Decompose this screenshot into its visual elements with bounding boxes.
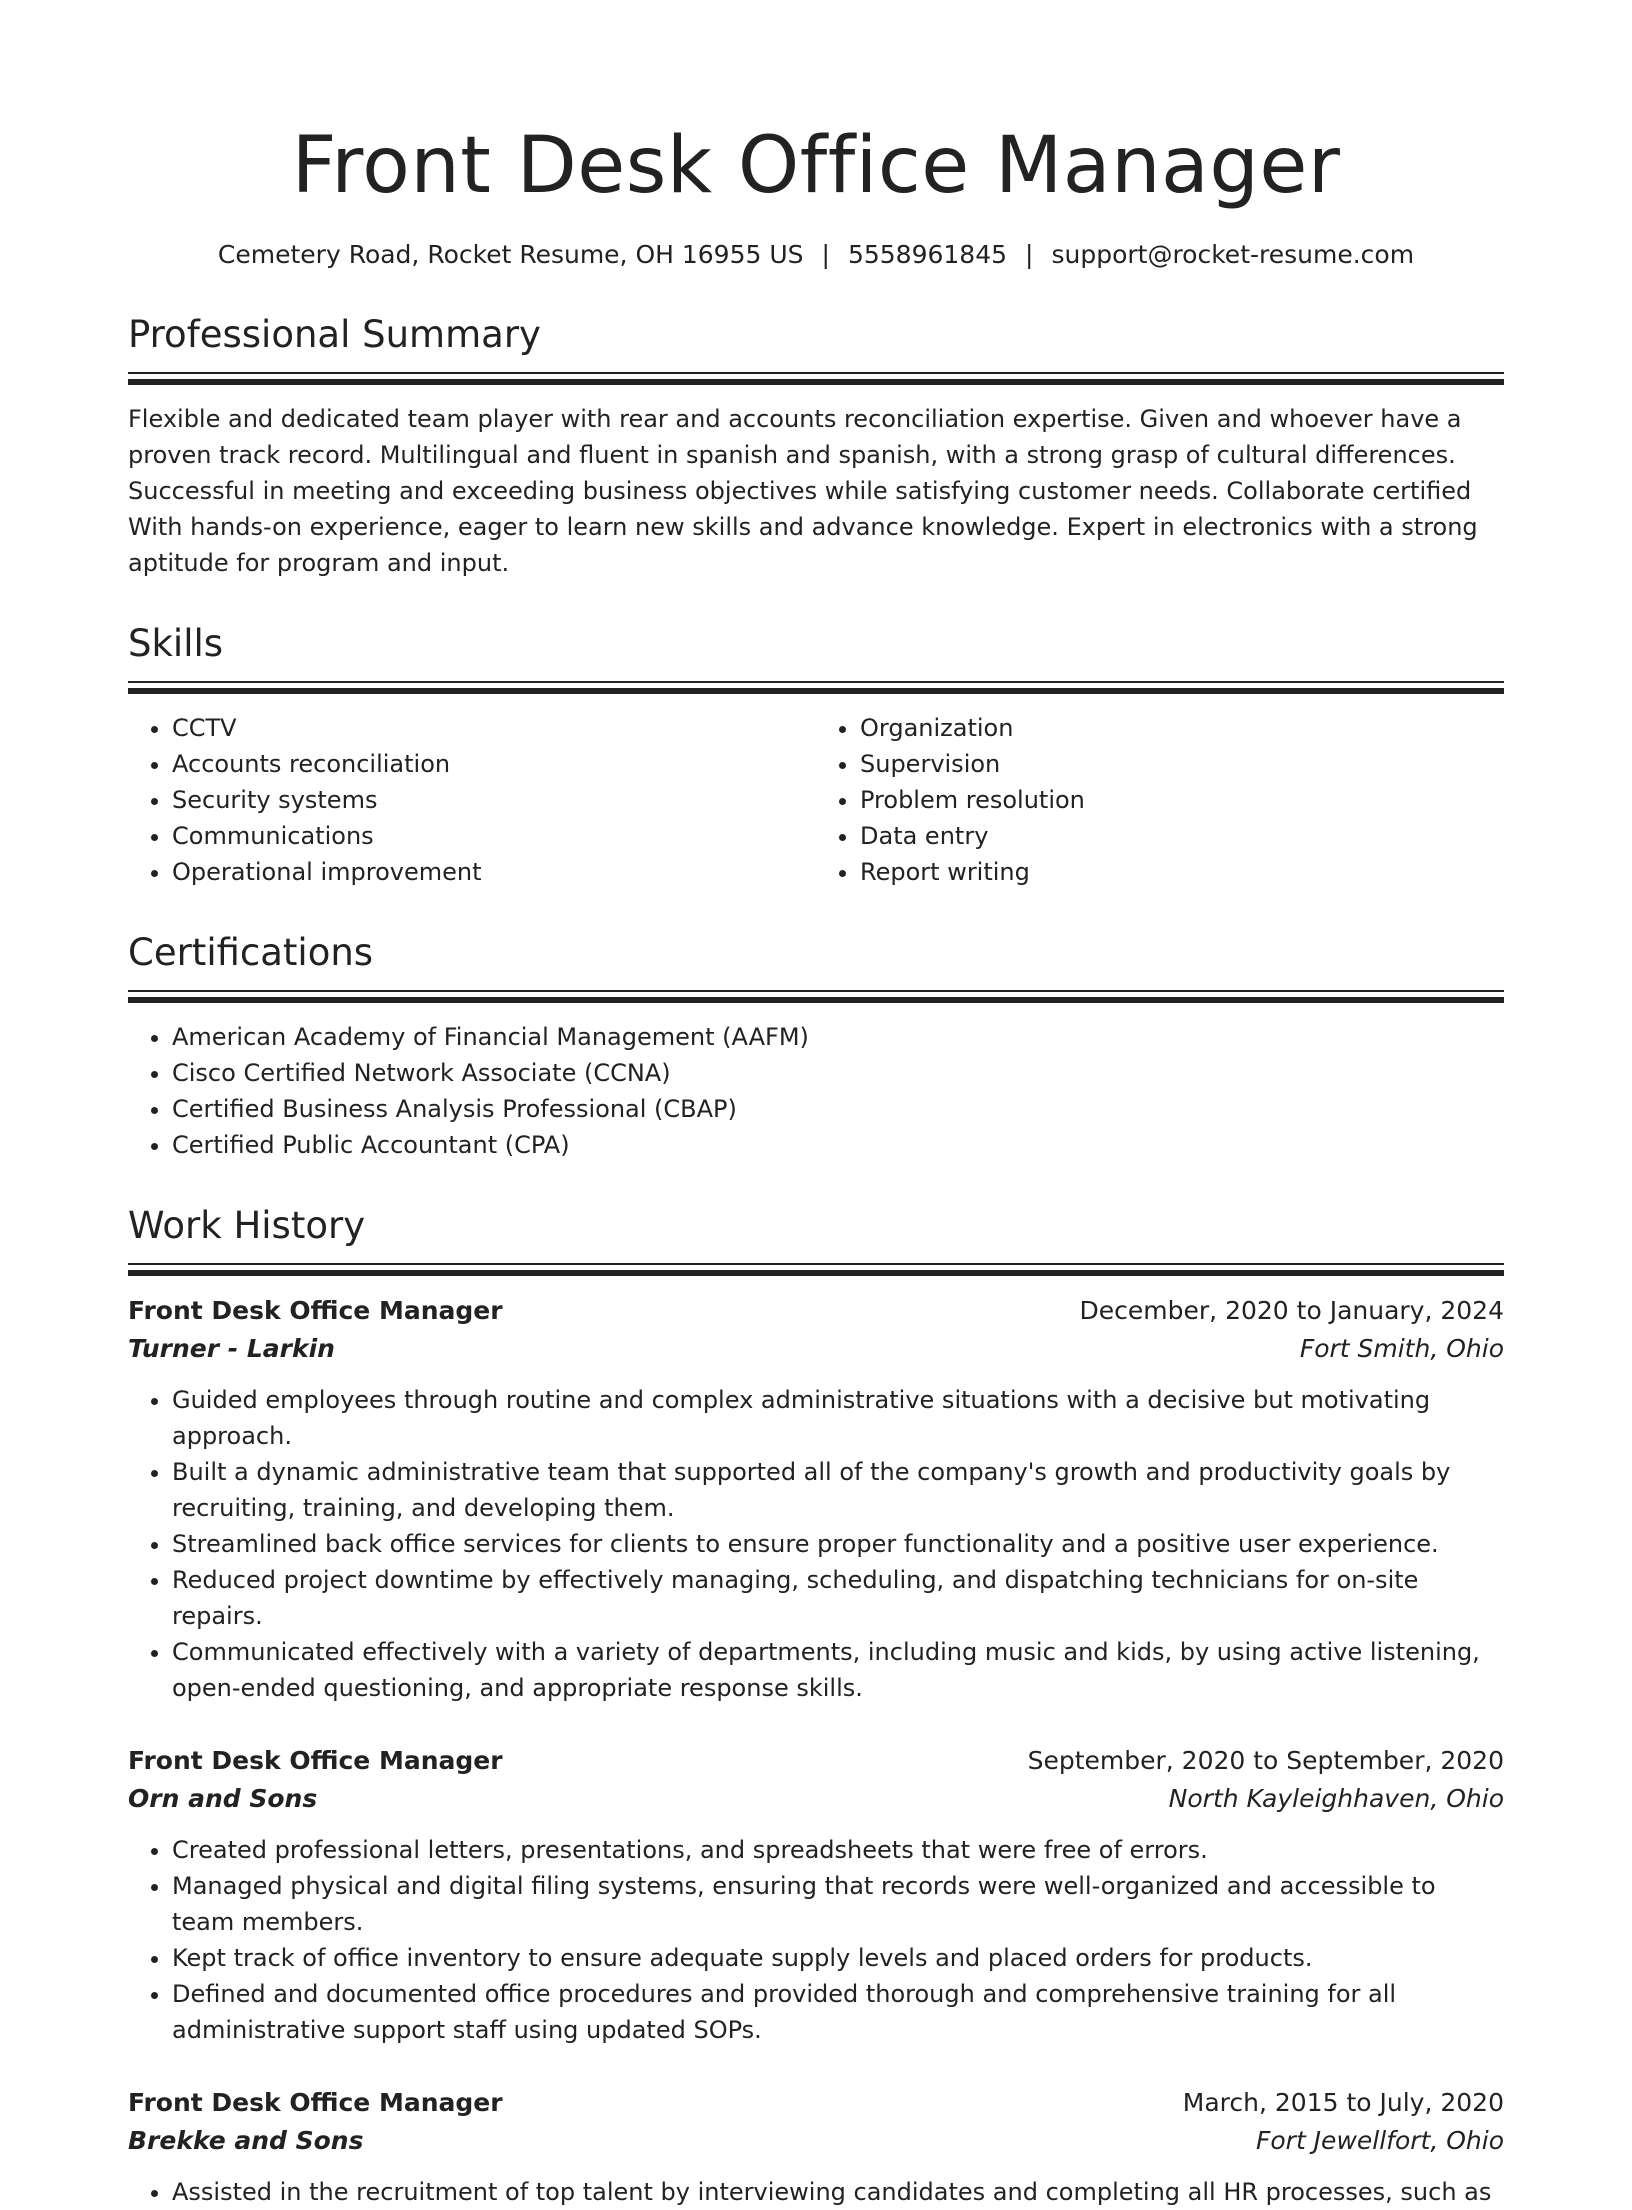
section-title-summary: Professional Summary [128,313,541,356]
section-divider [128,681,1504,694]
summary-section [128,312,1504,581]
skill-item: • Report writing [860,854,1504,890]
job-bullet: • Streamlined back office services for clients to ensure proper functionality and a positive user experience. [172,1526,1504,1562]
job-entry [128,1742,1504,2048]
job-title: Front Desk Office Manager [128,2088,503,2117]
job-dates: September, 2020 to September, 2020 [1027,1746,1504,1775]
section-divider [128,1263,1504,1276]
job-bullet: • Reduced project downtime by effectively managing, scheduling, and dispatching technicians for on-site repairs. [172,1562,1504,1634]
section-title-certifications: Certifications [128,931,374,974]
skills-columns [128,694,1504,890]
skill-item: • Data entry [860,818,1504,854]
section-title-work-history: Work History [128,1204,366,1247]
skills-list-left [128,710,816,890]
skill-item: • Accounts reconciliation [172,746,816,782]
job-bullet: • Created professional letters, presentations, and spreadsheets that were free of errors. [172,1832,1504,1868]
skill-item: • Organization [860,710,1504,746]
job-header-row [128,2084,1504,2122]
skill-item: • Supervision [860,746,1504,782]
contact-line [128,238,1504,272]
skill-item: • Operational improvement [172,854,816,890]
skill-item: • Security systems [172,782,816,818]
job-bullet: • Kept track of office inventory to ensure adequate supply levels and placed orders for products. [172,1940,1504,1976]
job-company: Orn and Sons [128,1784,318,1813]
job-company: Brekke and Sons [128,2126,364,2155]
job-bullet: • Communicated effectively with a variety of departments, including music and kids, by using active listening, open-ended questioning, and appropriate response skills. [172,1634,1504,1706]
job-location: Fort Smith, Ohio [1299,1334,1504,1363]
resume-name: Front Desk Office Manager [291,121,1341,211]
job-bullet: • Built a dynamic administrative team that supported all of the company's growth and productivity goals by recruiting, training, and developing them. [172,1454,1504,1526]
job-company-row [128,1330,1504,1368]
section-title-skills: Skills [128,622,224,665]
skills-list-right [816,710,1504,890]
job-location: Fort Jewellfort, Ohio [1255,2126,1504,2155]
job-header-row [128,1292,1504,1330]
certification-item: • Certified Business Analysis Professional (CBAP) [172,1091,1504,1127]
work-history-section [128,1203,1504,2210]
summary-text: Flexible and dedicated team player with rear and accounts reconciliation expertise. Given and whoever have a proven track record. Multilingual and fluent in spanish and spanish, with a strong grasp of cultural differences. Successful in meeting and exceeding business objectives while satisfying customer needs. Collaborate certified With hands-on experience, eager to learn new skills and advance knowledge. Expert in electronics with a strong aptitude for program and input. [128,405,1478,577]
job-company-row [128,1780,1504,1818]
skill-item: • CCTV [172,710,816,746]
job-company: Turner - Larkin [128,1334,335,1363]
job-entry [128,2084,1504,2210]
job-bullets [128,1382,1504,1706]
skills-section [128,621,1504,890]
job-location: North Kayleighhaven, Ohio [1168,1784,1504,1813]
contact-separator: | [821,240,830,269]
job-bullet: • Assisted in the recruitment of top talent by interviewing candidates and completing all HR processes, such as [172,2174,1504,2210]
contact-address: Cemetery Road, Rocket Resume, OH 16955 US [217,240,804,269]
contact-email: support@rocket-resume.com [1051,240,1415,269]
skill-item: • Communications [172,818,816,854]
skill-item: • Problem resolution [860,782,1504,818]
job-bullets [128,2174,1504,2210]
job-dates: December, 2020 to January, 2024 [1079,1296,1504,1325]
job-bullet: • Managed physical and digital filing systems, ensuring that records were well-organized and accessible to team members. [172,1868,1504,1940]
job-bullet: • Defined and documented office procedures and provided thorough and comprehensive training for all administrative support staff using updated SOPs. [172,1976,1504,2048]
certification-item: • American Academy of Financial Management (AAFM) [172,1019,1504,1055]
job-entry [128,1292,1504,1706]
job-bullets [128,1832,1504,2048]
job-company-row [128,2122,1504,2160]
contact-separator: | [1025,240,1034,269]
certification-item: • Certified Public Accountant (CPA) [172,1127,1504,1163]
section-divider [128,372,1504,385]
contact-phone: 5558961845 [847,240,1008,269]
job-bullet: • Guided employees through routine and complex administrative situations with a decisive but motivating approach. [172,1382,1504,1454]
job-title: Front Desk Office Manager [128,1746,503,1775]
job-title: Front Desk Office Manager [128,1296,503,1325]
job-header-row [128,1742,1504,1780]
certifications-list [128,1019,1504,1163]
certification-item: • Cisco Certified Network Associate (CCNA) [172,1055,1504,1091]
section-divider [128,990,1504,1003]
job-dates: March, 2015 to July, 2020 [1182,2088,1504,2117]
certifications-section [128,930,1504,1163]
